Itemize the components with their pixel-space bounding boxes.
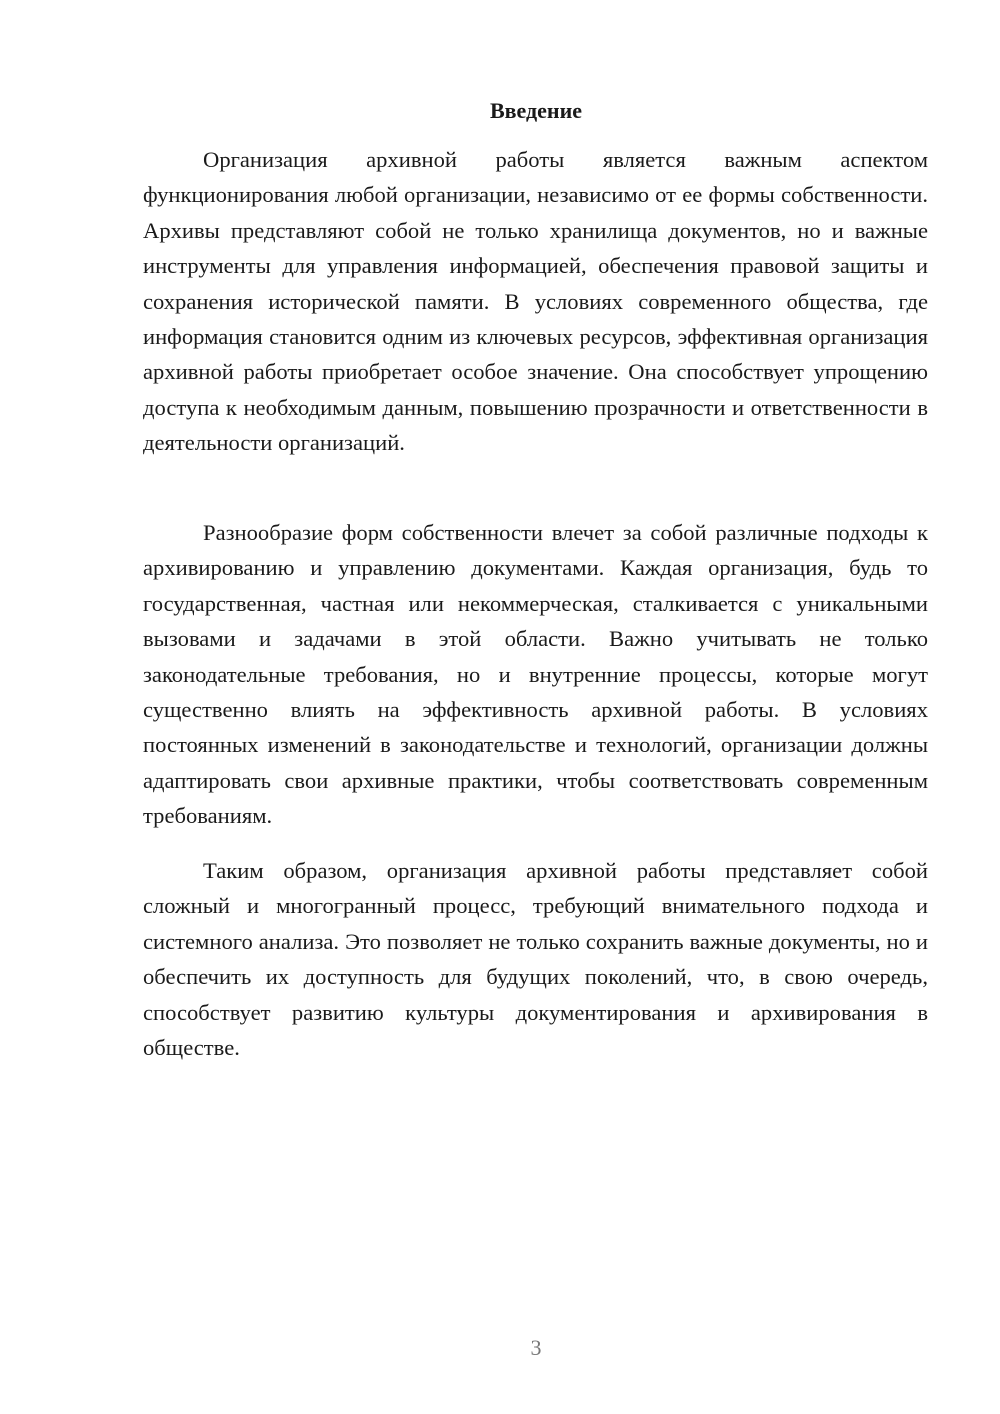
- page-number: 3: [530, 1335, 542, 1360]
- paragraph-2: Разнообразие форм собственности влечет за собой различные подходы к архивированию и управлению документами. Каждая организация, будь то государственная, частная или некоммерческая, сталкивается с уникальными вызовами и задачами в этой области. Важно учитывать не только законодательные требования, но и внутренние процессы, которые могут существенно влиять на эффективность архивной работы. В условиях постоянных изменений в законодательстве и технологий, организации должны адаптировать свои архивные практики, чтобы соответствовать современным требованиям.: [143, 520, 928, 829]
- page-title: Введение: [489, 98, 583, 123]
- paragraph-1: Организация архивной работы является важным аспектом функционирования любой организации, независимо от ее формы собственности. Архивы представляют собой не только хранилища документов, но и важные инструменты для управления информацией, обеспечения правовой защиты и сохранения исторической памяти. В условиях современного общества, где информация становится одним из ключевых ресурсов, эффективная организация архивной работы приобретает особое значение. Она способствует упрощению доступа к необходимым данным, повышению прозрачности и ответственности в деятельности организаций.: [143, 147, 928, 456]
- paragraph-3: Таким образом, организация архивной работы представляет собой сложный и многогранный процесс, требующий внимательного подхода и системного анализа. Это позволяет не только сохранить важные документы, но и обеспечить их доступность для будущих поколений, что, в свою очередь, способствует развитию культуры документирования и архивирования в обществе.: [143, 858, 928, 1061]
